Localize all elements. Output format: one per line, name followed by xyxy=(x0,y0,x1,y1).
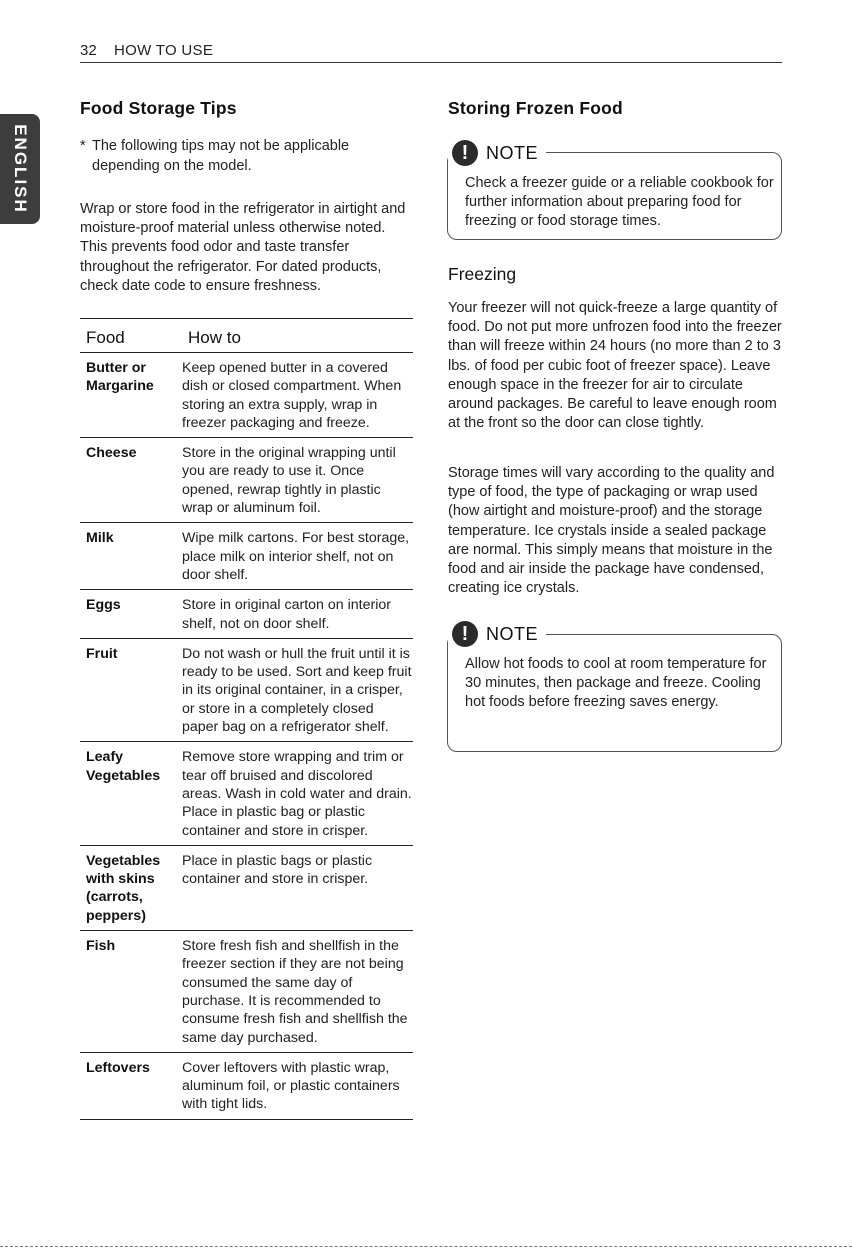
language-tab xyxy=(0,114,40,224)
applicability-note-text: The following tips may not be applicable depending on the model. xyxy=(92,138,350,174)
food-instructions: Store in the original wrapping until you are ready to use it. Once opened, rewrap tightly in plastic wrap or aluminum foil. xyxy=(182,438,413,523)
food-name: Fish xyxy=(80,931,182,1053)
food-storage-tips-heading: Food Storage Tips xyxy=(80,98,237,118)
table-row xyxy=(80,845,413,930)
exclamation-icon: ! xyxy=(452,621,478,647)
food-instructions: Store in original carton on interior shelf, not on door shelf. xyxy=(182,590,413,639)
column-header-food: Food xyxy=(80,319,182,353)
table-row xyxy=(80,353,413,438)
food-name: Milk xyxy=(80,523,182,590)
note-header xyxy=(448,140,546,166)
note-header xyxy=(448,621,546,647)
applicability-note xyxy=(80,136,400,176)
food-instructions: Place in plastic bags or plastic container and store in crisper. xyxy=(182,845,413,930)
food-instructions: Keep opened butter in a covered dish or closed compartment. When storing an extra supply, wrap in freezer packaging and freeze. xyxy=(182,353,413,438)
freezing-heading: Freezing xyxy=(448,264,517,284)
note-text: Allow hot foods to cool at room temperature for 30 minutes, then package and freeze. Cooling hot foods before freezing saves energy. xyxy=(465,656,767,710)
intro-paragraph: Wrap or store food in the refrigerator in airtight and moisture-proof material unless otherwise noted. This prevents food odor and taste transfer throughout the refrigerator. For dated products, check date code to ensure freshness. xyxy=(80,201,406,294)
table-row xyxy=(80,1052,413,1119)
freezing-paragraph-1: Your freezer will not quick-freeze a large quantity of food. Do not put more unfrozen food into the freezer than will freeze within 24 hours (no more than 2 to 3 lbs. of food per cubic foot of freezer space). Leave enough space in the freezer for air to circulate around packages. Be careful to leave enough room at the front so the door can close tightly. xyxy=(448,300,782,432)
table-row xyxy=(80,590,413,639)
food-instructions: Remove store wrapping and trim or tear off bruised and discolored areas. Wash in cold water and drain. Place in plastic bag or plastic container and store in crisper. xyxy=(182,742,413,845)
table-row xyxy=(80,742,413,845)
exclamation-icon: ! xyxy=(452,140,478,166)
food-instructions: Store fresh fish and shellfish in the freezer section if they are not being consumed the same day of purchase. It is recommended to consume fresh fish and shellfish the same day purchased. xyxy=(182,931,413,1053)
page-header xyxy=(80,44,782,63)
page-number: 32 xyxy=(80,42,97,59)
storing-frozen-food-heading: Storing Frozen Food xyxy=(448,98,623,118)
food-name: Eggs xyxy=(80,590,182,639)
food-name: Butter or Margarine xyxy=(80,353,182,438)
food-storage-table xyxy=(80,318,413,1120)
food-name: Fruit xyxy=(80,638,182,741)
food-instructions: Cover leftovers with plastic wrap, aluminum foil, or plastic containers with tight lids. xyxy=(182,1052,413,1119)
table-row xyxy=(80,638,413,741)
table-header-row xyxy=(80,319,413,353)
food-name: Vegetables with skins (carrots, peppers) xyxy=(80,845,182,930)
food-name: Leftovers xyxy=(80,1052,182,1119)
column-header-howto: How to xyxy=(182,319,413,353)
note-label: NOTE xyxy=(486,623,539,644)
table-row xyxy=(80,523,413,590)
language-tab-label: ENGLISH xyxy=(11,124,30,214)
food-instructions: Wipe milk cartons. For best storage, place milk on interior shelf, not on door shelf. xyxy=(182,523,413,590)
freezing-paragraph-2: Storage times will vary according to the quality and type of food, the type of packaging or wrap used (how airtight and moisture-proof) and the storage temperature. Ice crystals inside a sealed package are normal. This simply means that moisture in the food and air inside the package have condensed, creating ice crystals. xyxy=(448,465,775,597)
section-title: HOW TO USE xyxy=(114,42,214,59)
food-instructions: Do not wash or hull the fruit until it is ready to be used. Sort and keep fruit in its original container, in a crisper, or store in a completely closed paper bag on a refrigerator shelf. xyxy=(182,638,413,741)
table-row xyxy=(80,438,413,523)
note-text: Check a freezer guide or a reliable cookbook for further information about preparing food for freezing or food storage times. xyxy=(465,175,774,229)
note-label: NOTE xyxy=(486,142,539,163)
table-row xyxy=(80,931,413,1053)
note-asterisk: * xyxy=(80,138,86,154)
food-name: Cheese xyxy=(80,438,182,523)
food-name: Leafy Vegetables xyxy=(80,742,182,845)
page-bottom-rule xyxy=(0,1246,852,1247)
